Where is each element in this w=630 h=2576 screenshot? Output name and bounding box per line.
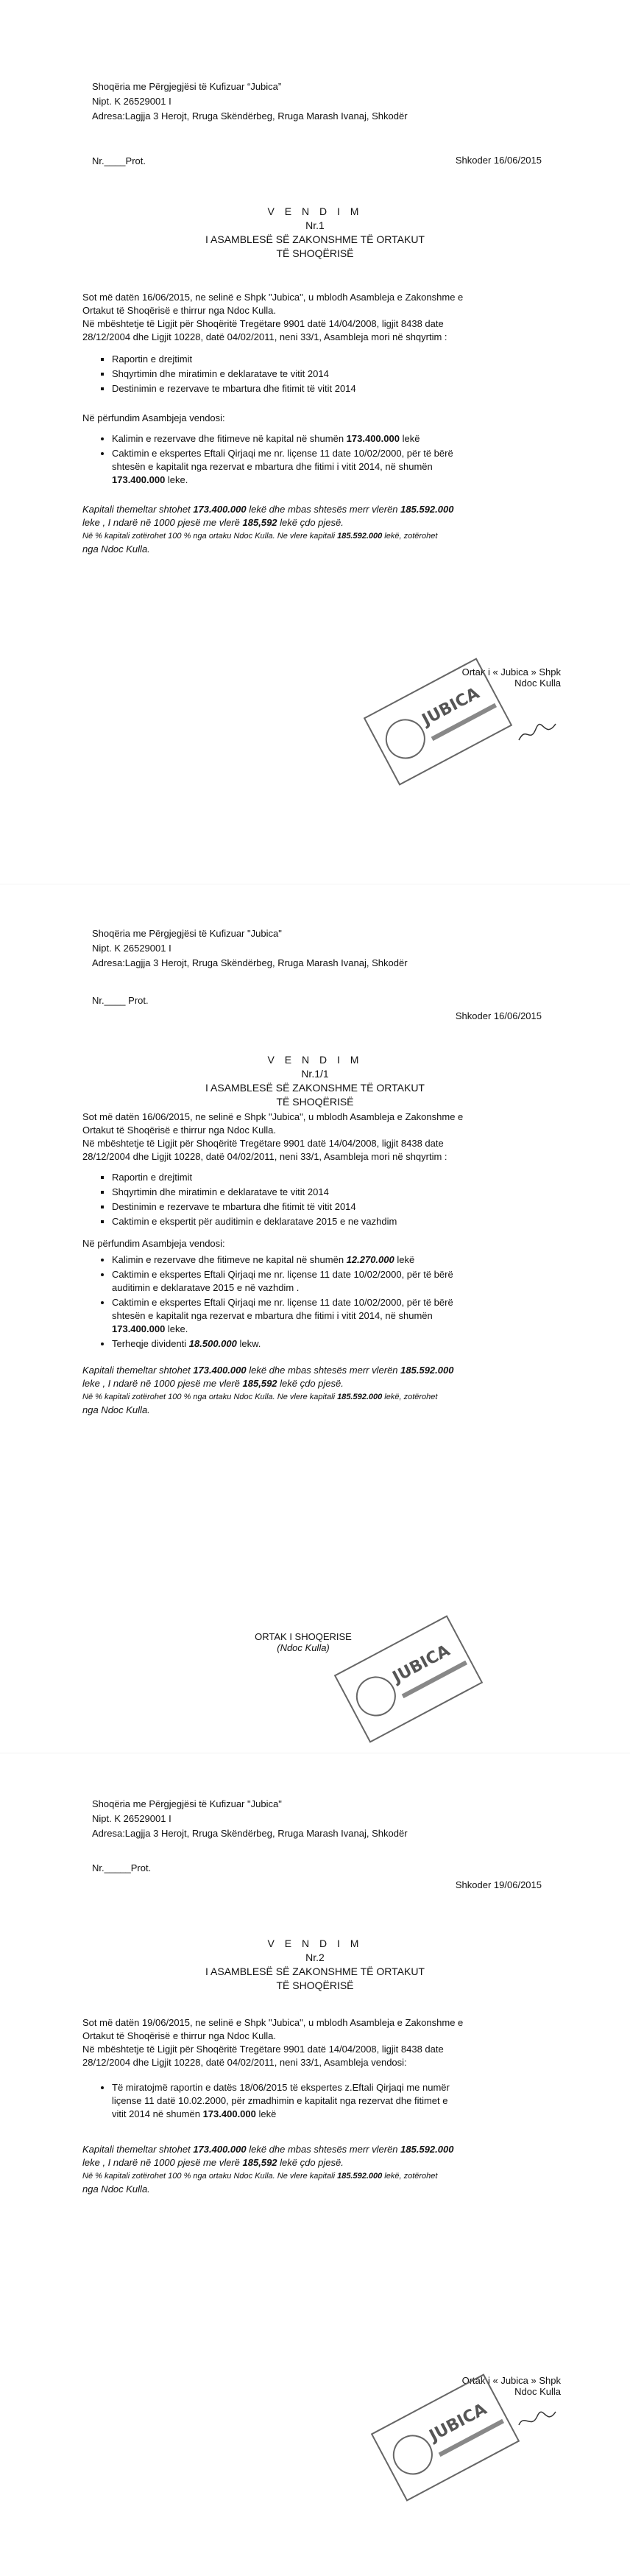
signature-icon	[515, 718, 559, 747]
company-nipt: Nipt. K 26529001 I	[92, 96, 171, 107]
decided-label: Në përfundim Asambjeja vendosi:	[82, 412, 225, 423]
signature-icon	[515, 2404, 559, 2434]
signature-block: Ortak i « Jubica » Shpk Ndoc Kulla	[461, 666, 561, 689]
document-number: Nr.1/1	[301, 1068, 329, 1080]
company-header	[92, 1797, 408, 1841]
decision-item: • Caktimin e ekspertes Eftali Qirjaqi me nr. liçense 11 date 10/02/2000, për të bërë shtesën e kapitalit nga rezervat e mbartura dhe fitimi i vitit 2014, në shumën 173.400.000 leke.	[112, 447, 553, 487]
company-address: Adresa:Lagjja 3 Herojt, Rruga Skëndërbeg, Rruga Marash Ivanaj, Shkodër	[92, 110, 408, 122]
company-name: Shoqëria me Përgjegjësi të Kufizuar "Jubica"	[92, 1798, 282, 1809]
decision-item: • Caktimin e ekspertes Eftali Qirjaqi me nr. liçense 11 date 10/02/2000, për të bërë shtesën e kapitalit nga rezervat e mbartura dhe fitimi i vitit 2014, në shumën 173.400.000 leke.	[112, 1296, 553, 1336]
document-title: V E N D I M	[267, 205, 363, 217]
decision-item: • Caktimin e ekspertes Eftali Qirjaqi me nr. liçense 11 date 10/02/2000, për të bërë auditimin e deklaratave 2015 e në vazhdim .	[112, 1268, 553, 1295]
document-title: V E N D I M	[267, 1054, 363, 1066]
signature-block: ORTAK I SHOQERISE (Ndoc Kulla)	[255, 1631, 352, 1653]
document-subtitle: I ASAMBLESË SË ZAKONSHME TË ORTAKUT	[205, 233, 425, 245]
document-body: Sot më datën 16/06/2015, ne selinë e Shpk "Jubica", u mblodh Asambleja e Zakonshme e Ortakut të Shoqërisë e thirrur nga Ndoc Kulla. Në mbështetje të Ligjit për Shoqëritë Tregëtare 9901 datë 14/04/2008, ligjit 8438 date 28/12/2004 dhe Ligjit 10228, datë 04/02/2011, neni 33/1, Asambleja mori në shqyrtim : ▪ Raportin e drejtimit ▪ Shqyrtimin dhe miratimin e deklaratave te vitit 2014 ▪ Destinimin e rezervave te mbartura dhe fitimit të vitit 2014 ▪ Caktimin e ekspertit për auditimin e deklaratave 2015 e ne vazhdim Në përfundim Asambjeja vendosi: • Kalimin e rezervave dhe fitimeve ne kapital në shumën 12.270.000 lekë • Caktimin e ekspertes Eftali Qirjaqi me nr. liçense 11 date 10/02/2000, për të bërë auditimin e deklaratave 2015 e në vazhdim . • Caktimin e ekspertes Eftali Qirjaqi me nr. liçense 11 date 10/02/2000, për të bërë shtesën e kapitalit nga rezervat e mbartura dhe fitimi i vitit 2014, në shumën 173.400.000 leke. • Terheqje dividenti 18.500.000 lekw. Kapitali themeltar shtohet 173.400.000 lekë dhe mbas shtesës merr vlerën 185.592.000 leke , I ndarë në 1000 pjesë me vlerë 185,592 lekë çdo pjesë. Në % kapitali zotërohet 100 % nga ortaku Ndoc Kulla. Ne vlere kapitali 185.592.000 lekë, zotërohet nga Ndoc Kulla.	[82, 1111, 553, 1417]
svg-text:JUBICA: JUBICA	[389, 1641, 453, 1687]
agenda-item: ▪ Raportin e drejtimit	[112, 1171, 553, 1184]
decision-item: • Të miratojmë raportin e datës 18/06/2015 të ekspertes z.Eftali Qirjaqi me numër liçense 11 datë 10.02.2000, për zmadhimin e kapitalit nga rezervat dhe fitimet e vitit 2014 në shumën 173.400.000 lekë	[112, 2081, 553, 2121]
document-number: Nr.2	[305, 1952, 325, 1963]
company-name: Shoqëria me Përgjegjësi të Kufizuar “Jubica”	[92, 81, 282, 92]
document-body: Sot më datën 16/06/2015, ne selinë e Shpk "Jubica", u mblodh Asambleja e Zakonshme e Ortakut të Shoqërisë e thirrur nga Ndoc Kulla. Në mbështetje të Ligjit për Shoqëritë Tregëtare 9901 datë 14/04/2008, ligjit 8438 date 28/12/2004 dhe Ligjit 10228, datë 04/02/2011, neni 33/1, Asambleja mori në shqyrtim : ▪ Raportin e drejtimit ▪ Shqyrtimin dhe miratimin e deklaratave te vitit 2014 ▪ Destinimin e rezervave te mbartura dhe fitimit të vitit 2014 Në përfundim Asambjeja vendosi: • Kalimin e rezervave dhe fitimeve në kapital në shumën 173.400.000 lekë • Caktimin e ekspertes Eftali Qirjaqi me nr. liçense 11 date 10/02/2000, për të bërë shtesën e kapitalit nga rezervat e mbartura dhe fitimi i vitit 2014, në shumën 173.400.000 leke. Kapitali themeltar shtohet 173.400.000 lekë dhe mbas shtesës merr vlerën 185.592.000 leke , I ndarë në 1000 pjesë me vlerë 185,592 lekë çdo pjesë. Në % kapitali zotërohet 100 % nga ortaku Ndoc Kulla. Ne vlere kapitali 185.592.000 lekë, zotërohet nga Ndoc Kulla.	[82, 291, 553, 556]
agenda-item: ▪ Raportin e drejtimit	[112, 353, 553, 366]
capital-paragraph: Kapitali themeltar shtohet 173.400.000 lekë dhe mbas shtesës merr vlerën 185.592.000	[82, 1365, 454, 1376]
document-body: Sot më datën 19/06/2015, ne selinë e Shpk "Jubica", u mblodh Asambleja e Zakonshme e Ortakut të Shoqërisë e thirrur nga Ndoc Kulla. Në mbështetje të Ligjit për Shoqëritë Tregëtare 9901 datë 14/04/2008, ligjit 8438 date 28/12/2004 dhe Ligjit 10228, datë 04/02/2011, neni 33/1, Asambleja vendosi: • Të miratojmë raportin e datës 18/06/2015 të ekspertes z.Eftali Qirjaqi me numër liçense 11 datë 10.02.2000, për zmadhimin e kapitalit nga rezervat dhe fitimet e vitit 2014 në shumën 173.400.000 lekë Kapitali themeltar shtohet 173.400.000 lekë dhe mbas shtesës merr vlerën 185.592.000 leke , I ndarë në 1000 pjesë me vlerë 185,592 lekë çdo pjesë. Në % kapitali zotërohet 100 % nga ortaku Ndoc Kulla. Ne vlere kapitali 185.592.000 lekë, zotërohet nga Ndoc Kulla.	[82, 2016, 553, 2196]
agenda-list	[82, 1171, 553, 1228]
decision-item: • Kalimin e rezervave dhe fitimeve në kapital në shumën 173.400.000 lekë	[112, 432, 553, 446]
decision-list	[82, 1253, 553, 1351]
document-subtitle-2: TË SHOQËRISË	[276, 247, 354, 259]
document-subtitle-2: TË SHOQËRISË	[276, 1979, 354, 1991]
protocol-number: Nr.____Prot.	[92, 155, 146, 166]
company-header	[92, 926, 408, 971]
protocol-number: Nr.____ Prot.	[92, 995, 149, 1006]
decision-list	[82, 2081, 553, 2121]
document-date: Shkoder 19/06/2015	[455, 1879, 542, 1890]
svg-text:JUBICA: JUBICA	[419, 684, 483, 730]
capital-paragraph: Kapitali themeltar shtohet 173.400.000 lekë dhe mbas shtesës merr vlerën 185.592.000	[82, 504, 454, 515]
company-address: Adresa:Lagjja 3 Herojt, Rruga Skëndërbeg, Rruga Marash Ivanaj, Shkodër	[92, 1828, 408, 1839]
decision-item: • Terheqje dividenti 18.500.000 lekw.	[112, 1337, 553, 1351]
agenda-item: ▪ Destinimin e rezervave te mbartura dhe fitimit të vitit 2014	[112, 382, 553, 395]
company-nipt: Nipt. K 26529001 I	[92, 943, 171, 954]
signature-block: Ortak i « Jubica » Shpk Ndoc Kulla	[461, 2375, 561, 2397]
agenda-item: ▪ Destinimin e rezervave te mbartura dhe fitimit të vitit 2014	[112, 1200, 553, 1214]
document-date: Shkoder 16/06/2015	[455, 155, 542, 166]
document-subtitle-2: TË SHOQËRISË	[276, 1096, 354, 1108]
capital-paragraph: Kapitali themeltar shtohet 173.400.000 lekë dhe mbas shtesës merr vlerën 185.592.000	[82, 2144, 454, 2155]
company-name: Shoqëria me Përgjegjësi të Kufizuar "Jubica"	[92, 928, 282, 939]
decision-item: • Kalimin e rezervave dhe fitimeve ne kapital në shumën 12.270.000 lekë	[112, 1253, 553, 1267]
company-address: Adresa:Lagjja 3 Herojt, Rruga Skëndërbeg, Rruga Marash Ivanaj, Shkodër	[92, 957, 408, 968]
protocol-number: Nr._____Prot.	[92, 1862, 152, 1873]
agenda-item: ▪ Shqyrtimin dhe miratimin e deklaratave te vitit 2014	[112, 367, 553, 381]
document-number: Nr.1	[305, 219, 325, 231]
document-subtitle: I ASAMBLESË SË ZAKONSHME TË ORTAKUT	[205, 1082, 425, 1094]
document-subtitle: I ASAMBLESË SË ZAKONSHME TË ORTAKUT	[205, 1966, 425, 1977]
agenda-list	[82, 353, 553, 395]
decision-list	[82, 432, 553, 487]
company-header	[92, 80, 408, 124]
agenda-item: ▪ Caktimin e ekspertit për auditimin e deklaratave 2015 e ne vazhdim	[112, 1215, 553, 1228]
decided-label: Në përfundim Asambjeja vendosi:	[82, 1238, 225, 1249]
document-date: Shkoder 16/06/2015	[455, 1010, 542, 1021]
company-nipt: Nipt. K 26529001 I	[92, 1813, 171, 1824]
document-title: V E N D I M	[267, 1938, 363, 1949]
agenda-item: ▪ Shqyrtimin dhe miratimin e deklaratave te vitit 2014	[112, 1186, 553, 1199]
svg-text:JUBICA: JUBICA	[426, 2400, 490, 2446]
